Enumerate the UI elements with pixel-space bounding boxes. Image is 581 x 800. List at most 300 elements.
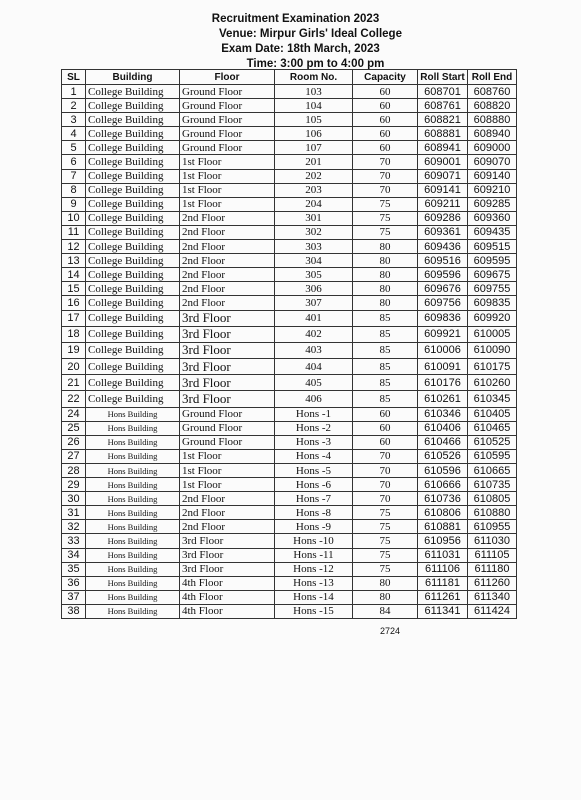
building-cell: College Building	[86, 85, 180, 99]
building-cell: Hons Building	[86, 548, 180, 562]
floor-cell: 2nd Floor	[180, 296, 275, 310]
floor-cell: 3rd Floor	[180, 534, 275, 548]
room-cell: 306	[275, 282, 353, 296]
room-cell: 104	[275, 99, 353, 113]
sl-cell: 15	[62, 282, 86, 296]
building-cell: College Building	[86, 183, 180, 197]
roll-start-cell: 609211	[418, 197, 468, 211]
floor-cell: 1st Floor	[180, 449, 275, 463]
floor-cell: 2nd Floor	[180, 492, 275, 506]
table-row	[62, 449, 517, 463]
table-row	[62, 464, 517, 478]
floor-cell: 1st Floor	[180, 464, 275, 478]
floor-cell: Ground Floor	[180, 407, 275, 421]
sl-cell: 18	[62, 326, 86, 342]
roll-end-cell: 608940	[468, 127, 517, 141]
sl-cell: 38	[62, 604, 86, 618]
floor-cell: Ground Floor	[180, 113, 275, 127]
room-cell: 402	[275, 326, 353, 342]
table-row	[62, 435, 517, 449]
roll-start-cell: 610526	[418, 449, 468, 463]
capacity-cell: 80	[353, 240, 418, 254]
table-row	[62, 478, 517, 492]
building-cell: Hons Building	[86, 449, 180, 463]
table-row	[62, 85, 517, 99]
capacity-cell: 60	[353, 141, 418, 155]
room-cell: Hons -11	[275, 548, 353, 562]
roll-start-cell: 609596	[418, 268, 468, 282]
table-row	[62, 99, 517, 113]
room-cell: 404	[275, 359, 353, 375]
roll-start-cell: 610346	[418, 407, 468, 421]
room-cell: 105	[275, 113, 353, 127]
roll-end-cell: 608880	[468, 113, 517, 127]
seat-allocation-table	[61, 69, 517, 619]
room-cell: 302	[275, 225, 353, 239]
capacity-cell: 85	[353, 375, 418, 391]
table-row	[62, 506, 517, 520]
roll-start-cell: 610176	[418, 375, 468, 391]
capacity-cell: 70	[353, 183, 418, 197]
roll-start-cell: 609676	[418, 282, 468, 296]
floor-cell: 3rd Floor	[180, 342, 275, 358]
building-cell: College Building	[86, 113, 180, 127]
sl-cell: 9	[62, 197, 86, 211]
roll-end-cell: 610805	[468, 492, 517, 506]
capacity-cell: 70	[353, 464, 418, 478]
roll-start-cell: 608881	[418, 127, 468, 141]
building-cell: College Building	[86, 375, 180, 391]
roll-end-cell: 609000	[468, 141, 517, 155]
sl-cell: 35	[62, 562, 86, 576]
table-row	[62, 127, 517, 141]
table-row	[62, 141, 517, 155]
table-row	[62, 296, 517, 310]
table-row	[62, 211, 517, 225]
sl-cell: 16	[62, 296, 86, 310]
room-cell: 405	[275, 375, 353, 391]
roll-start-cell: 609286	[418, 211, 468, 225]
column-header-roll-start: Roll Start	[418, 70, 468, 85]
sl-cell: 27	[62, 449, 86, 463]
table-row	[62, 342, 517, 358]
roll-start-cell: 610406	[418, 421, 468, 435]
floor-cell: 2nd Floor	[180, 506, 275, 520]
building-cell: College Building	[86, 99, 180, 113]
table-row	[62, 359, 517, 375]
building-cell: College Building	[86, 127, 180, 141]
sl-cell: 1	[62, 85, 86, 99]
room-cell: Hons -6	[275, 478, 353, 492]
building-cell: College Building	[86, 359, 180, 375]
roll-end-cell: 610665	[468, 464, 517, 478]
building-cell: Hons Building	[86, 604, 180, 618]
table-row	[62, 197, 517, 211]
floor-cell: Ground Floor	[180, 435, 275, 449]
roll-end-cell: 609140	[468, 169, 517, 183]
floor-cell: 2nd Floor	[180, 282, 275, 296]
roll-end-cell: 610175	[468, 359, 517, 375]
capacity-cell: 80	[353, 254, 418, 268]
room-cell: 305	[275, 268, 353, 282]
room-cell: Hons -8	[275, 506, 353, 520]
roll-end-cell: 609070	[468, 155, 517, 169]
room-cell: 203	[275, 183, 353, 197]
building-cell: College Building	[86, 240, 180, 254]
roll-start-cell: 608701	[418, 85, 468, 99]
room-cell: Hons -14	[275, 590, 353, 604]
building-cell: College Building	[86, 268, 180, 282]
building-cell: College Building	[86, 155, 180, 169]
roll-end-cell: 610735	[468, 478, 517, 492]
building-cell: College Building	[86, 342, 180, 358]
exam-date-line: Exam Date: 18th March, 2023	[221, 43, 380, 55]
floor-cell: 1st Floor	[180, 155, 275, 169]
roll-start-cell: 609141	[418, 183, 468, 197]
floor-cell: 3rd Floor	[180, 391, 275, 407]
floor-cell: 2nd Floor	[180, 240, 275, 254]
table-row	[62, 548, 517, 562]
header-row	[62, 70, 517, 85]
capacity-cell: 70	[353, 169, 418, 183]
column-header-capacity: Capacity	[353, 70, 418, 85]
table-row	[62, 326, 517, 342]
roll-start-cell: 608761	[418, 99, 468, 113]
capacity-cell: 80	[353, 268, 418, 282]
roll-end-cell: 609435	[468, 225, 517, 239]
capacity-cell: 80	[353, 576, 418, 590]
floor-cell: 3rd Floor	[180, 548, 275, 562]
floor-cell: 4th Floor	[180, 576, 275, 590]
roll-end-cell: 611260	[468, 576, 517, 590]
capacity-cell: 75	[353, 534, 418, 548]
table-row	[62, 183, 517, 197]
roll-start-cell: 609516	[418, 254, 468, 268]
sl-cell: 7	[62, 169, 86, 183]
capacity-cell: 70	[353, 155, 418, 169]
table-row	[62, 391, 517, 407]
sl-cell: 14	[62, 268, 86, 282]
sl-cell: 5	[62, 141, 86, 155]
capacity-cell: 75	[353, 225, 418, 239]
table-row	[62, 169, 517, 183]
building-cell: Hons Building	[86, 590, 180, 604]
roll-end-cell: 609515	[468, 240, 517, 254]
room-cell: Hons -3	[275, 435, 353, 449]
sl-cell: 6	[62, 155, 86, 169]
floor-cell: 2nd Floor	[180, 268, 275, 282]
roll-end-cell: 611105	[468, 548, 517, 562]
building-cell: College Building	[86, 326, 180, 342]
roll-start-cell: 611031	[418, 548, 468, 562]
capacity-cell: 60	[353, 99, 418, 113]
sl-cell: 29	[62, 478, 86, 492]
roll-end-cell: 609675	[468, 268, 517, 282]
table-row	[62, 520, 517, 534]
sl-cell: 31	[62, 506, 86, 520]
floor-cell: 3rd Floor	[180, 326, 275, 342]
sl-cell: 32	[62, 520, 86, 534]
sl-cell: 17	[62, 310, 86, 326]
floor-cell: 3rd Floor	[180, 375, 275, 391]
roll-start-cell: 608821	[418, 113, 468, 127]
sl-cell: 24	[62, 407, 86, 421]
building-cell: College Building	[86, 254, 180, 268]
floor-cell: 1st Floor	[180, 197, 275, 211]
table-row	[62, 375, 517, 391]
capacity-cell: 75	[353, 197, 418, 211]
exam-title: Recruitment Examination 2023	[211, 13, 380, 25]
building-cell: Hons Building	[86, 520, 180, 534]
roll-end-cell: 610005	[468, 326, 517, 342]
building-cell: Hons Building	[86, 421, 180, 435]
sl-cell: 21	[62, 375, 86, 391]
roll-start-cell: 610006	[418, 342, 468, 358]
document-header	[0, 12, 581, 72]
roll-end-cell: 610345	[468, 391, 517, 407]
room-cell: 406	[275, 391, 353, 407]
floor-cell: 3rd Floor	[180, 310, 275, 326]
roll-start-cell: 610466	[418, 435, 468, 449]
roll-start-cell: 610666	[418, 478, 468, 492]
sl-cell: 20	[62, 359, 86, 375]
building-cell: College Building	[86, 391, 180, 407]
capacity-cell: 85	[353, 310, 418, 326]
capacity-cell: 80	[353, 590, 418, 604]
table-header	[62, 70, 517, 85]
roll-start-cell: 610596	[418, 464, 468, 478]
table-row	[62, 225, 517, 239]
roll-start-cell: 610091	[418, 359, 468, 375]
capacity-cell: 75	[353, 506, 418, 520]
floor-cell: Ground Floor	[180, 421, 275, 435]
capacity-cell: 75	[353, 211, 418, 225]
roll-start-cell: 611181	[418, 576, 468, 590]
capacity-cell: 85	[353, 326, 418, 342]
building-cell: Hons Building	[86, 435, 180, 449]
roll-start-cell: 610881	[418, 520, 468, 534]
sl-cell: 22	[62, 391, 86, 407]
roll-start-cell: 608941	[418, 141, 468, 155]
room-cell: 304	[275, 254, 353, 268]
roll-end-cell: 610595	[468, 449, 517, 463]
room-cell: Hons -4	[275, 449, 353, 463]
column-header-floor: Floor	[180, 70, 275, 85]
table-row	[62, 562, 517, 576]
sl-cell: 2	[62, 99, 86, 113]
room-cell: 301	[275, 211, 353, 225]
floor-cell: 1st Floor	[180, 183, 275, 197]
building-cell: Hons Building	[86, 492, 180, 506]
capacity-cell: 75	[353, 520, 418, 534]
sl-cell: 26	[62, 435, 86, 449]
sl-cell: 33	[62, 534, 86, 548]
table-row	[62, 590, 517, 604]
roll-start-cell: 609436	[418, 240, 468, 254]
sl-cell: 19	[62, 342, 86, 358]
roll-end-cell: 609835	[468, 296, 517, 310]
roll-start-cell: 611341	[418, 604, 468, 618]
room-cell: 106	[275, 127, 353, 141]
capacity-cell: 70	[353, 478, 418, 492]
floor-cell: 3rd Floor	[180, 562, 275, 576]
roll-start-cell: 611106	[418, 562, 468, 576]
roll-start-cell: 609071	[418, 169, 468, 183]
room-cell: 103	[275, 85, 353, 99]
building-cell: College Building	[86, 169, 180, 183]
building-cell: Hons Building	[86, 464, 180, 478]
roll-end-cell: 611180	[468, 562, 517, 576]
roll-end-cell: 609595	[468, 254, 517, 268]
capacity-cell: 60	[353, 127, 418, 141]
roll-end-cell: 610260	[468, 375, 517, 391]
roll-end-cell: 611424	[468, 604, 517, 618]
floor-cell: Ground Floor	[180, 127, 275, 141]
capacity-cell: 80	[353, 296, 418, 310]
column-header-sl: SL	[62, 70, 86, 85]
column-header-room-no: Room No.	[275, 70, 353, 85]
building-cell: College Building	[86, 310, 180, 326]
table-row	[62, 421, 517, 435]
roll-end-cell: 608760	[468, 85, 517, 99]
page-number: 2724	[380, 626, 401, 636]
exam-time-line: Time: 3:00 pm to 4:00 pm	[246, 58, 385, 70]
floor-cell: 2nd Floor	[180, 225, 275, 239]
roll-start-cell: 610261	[418, 391, 468, 407]
capacity-cell: 60	[353, 407, 418, 421]
room-cell: 303	[275, 240, 353, 254]
capacity-cell: 70	[353, 449, 418, 463]
room-cell: Hons -12	[275, 562, 353, 576]
building-cell: Hons Building	[86, 534, 180, 548]
roll-end-cell: 610465	[468, 421, 517, 435]
room-cell: Hons -10	[275, 534, 353, 548]
building-cell: Hons Building	[86, 407, 180, 421]
table-row	[62, 268, 517, 282]
roll-end-cell: 611340	[468, 590, 517, 604]
room-cell: 204	[275, 197, 353, 211]
building-cell: College Building	[86, 197, 180, 211]
roll-end-cell: 610405	[468, 407, 517, 421]
roll-end-cell: 610955	[468, 520, 517, 534]
sl-cell: 37	[62, 590, 86, 604]
floor-cell: Ground Floor	[180, 99, 275, 113]
building-cell: Hons Building	[86, 562, 180, 576]
room-cell: Hons -1	[275, 407, 353, 421]
building-cell: College Building	[86, 141, 180, 155]
roll-start-cell: 609361	[418, 225, 468, 239]
capacity-cell: 75	[353, 548, 418, 562]
table-row	[62, 576, 517, 590]
roll-end-cell: 610525	[468, 435, 517, 449]
venue-line: Venue: Mirpur Girls' Ideal College	[219, 28, 402, 40]
sl-cell: 12	[62, 240, 86, 254]
room-cell: Hons -2	[275, 421, 353, 435]
room-cell: Hons -5	[275, 464, 353, 478]
roll-end-cell: 610090	[468, 342, 517, 358]
roll-start-cell: 610956	[418, 534, 468, 548]
table-row	[62, 155, 517, 169]
table-body	[62, 85, 517, 619]
sl-cell: 25	[62, 421, 86, 435]
roll-end-cell: 611030	[468, 534, 517, 548]
capacity-cell: 60	[353, 435, 418, 449]
building-cell: Hons Building	[86, 478, 180, 492]
sl-cell: 4	[62, 127, 86, 141]
building-cell: Hons Building	[86, 576, 180, 590]
roll-start-cell: 609756	[418, 296, 468, 310]
room-cell: Hons -9	[275, 520, 353, 534]
column-header-building: Building	[86, 70, 180, 85]
capacity-cell: 80	[353, 282, 418, 296]
roll-start-cell: 610736	[418, 492, 468, 506]
table-row	[62, 492, 517, 506]
roll-end-cell: 609755	[468, 282, 517, 296]
room-cell: 307	[275, 296, 353, 310]
capacity-cell: 85	[353, 342, 418, 358]
room-cell: Hons -13	[275, 576, 353, 590]
capacity-cell: 85	[353, 391, 418, 407]
floor-cell: 4th Floor	[180, 604, 275, 618]
roll-end-cell: 609360	[468, 211, 517, 225]
sl-cell: 30	[62, 492, 86, 506]
room-cell: 202	[275, 169, 353, 183]
capacity-cell: 70	[353, 492, 418, 506]
table-row	[62, 310, 517, 326]
floor-cell: Ground Floor	[180, 85, 275, 99]
roll-start-cell: 610806	[418, 506, 468, 520]
roll-end-cell: 610880	[468, 506, 517, 520]
roll-end-cell: 609210	[468, 183, 517, 197]
floor-cell: 1st Floor	[180, 478, 275, 492]
floor-cell: 4th Floor	[180, 590, 275, 604]
capacity-cell: 84	[353, 604, 418, 618]
sl-cell: 36	[62, 576, 86, 590]
floor-cell: 2nd Floor	[180, 211, 275, 225]
table-row	[62, 604, 517, 618]
building-cell: Hons Building	[86, 506, 180, 520]
roll-start-cell: 609921	[418, 326, 468, 342]
floor-cell: Ground Floor	[180, 141, 275, 155]
building-cell: College Building	[86, 211, 180, 225]
capacity-cell: 60	[353, 85, 418, 99]
floor-cell: 1st Floor	[180, 169, 275, 183]
sl-cell: 13	[62, 254, 86, 268]
roll-end-cell: 608820	[468, 99, 517, 113]
table-row	[62, 407, 517, 421]
roll-end-cell: 609920	[468, 310, 517, 326]
capacity-cell: 75	[353, 562, 418, 576]
building-cell: College Building	[86, 296, 180, 310]
sl-cell: 10	[62, 211, 86, 225]
room-cell: 107	[275, 141, 353, 155]
sl-cell: 34	[62, 548, 86, 562]
capacity-cell: 60	[353, 113, 418, 127]
table-row	[62, 240, 517, 254]
building-cell: College Building	[86, 225, 180, 239]
building-cell: College Building	[86, 282, 180, 296]
capacity-cell: 85	[353, 359, 418, 375]
roll-start-cell: 609836	[418, 310, 468, 326]
sl-cell: 8	[62, 183, 86, 197]
roll-start-cell: 609001	[418, 155, 468, 169]
sl-cell: 28	[62, 464, 86, 478]
table-row	[62, 113, 517, 127]
table-row	[62, 534, 517, 548]
roll-start-cell: 611261	[418, 590, 468, 604]
floor-cell: 3rd Floor	[180, 359, 275, 375]
floor-cell: 2nd Floor	[180, 520, 275, 534]
